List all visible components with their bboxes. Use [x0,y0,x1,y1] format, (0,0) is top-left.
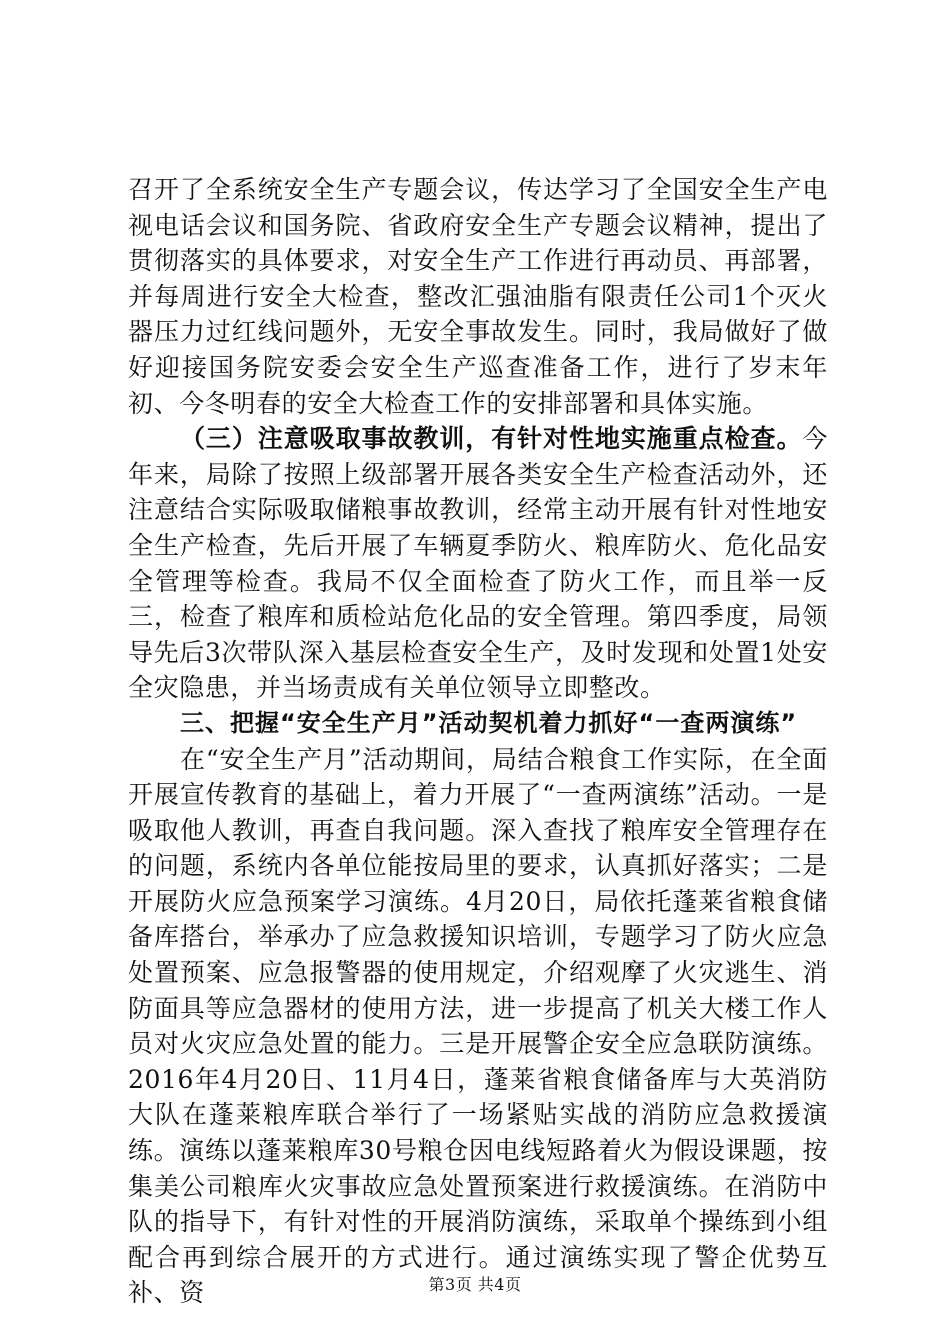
paragraph-section-three [128,421,828,706]
page-footer: 第3页 共4页 [428,1275,522,1294]
document-body [128,172,828,1311]
paragraph-continued [128,172,828,421]
paragraph-safety-month [128,742,828,1312]
paragraph-text: 召开了全系统安全生产专题会议，传达学习了全国安全生产电视电话会议和国务院、省政府安全生产专题会议精神，提出了贯彻落实的具体要求，对安全生产工作进行再动员、再部署，并每周进行安全大检查，整改汇强油脂有限责任公司1个灭火器压力过红线问题外，无安全事故发生。同时，我局做好了做好迎接国务院安委会安全生产巡查准备工作，进行了岁末年初、今冬明春的安全大检查工作的安排部署和具体实施。 [128,175,828,418]
section-heading: 三、把握“安全生产月”活动契机着力抓好“一查两演练” [180,708,798,737]
paragraph-text: 今年来，局除了按照上级部署开展各类安全生产检查活动外，还注意结合实际吸取储粮事故教训，经常主动开展有针对性地安全生产检查，先后开展了车辆夏季防火、粮库防火、危化品安全管理等检查。我局不仅全面检查了防火工作，而且举一反三，检查了粮库和质检站危化品的安全管理。第四季度，局领导先后3次带队深入基层检查安全生产，及时发现和处置1处安全灾隐患，并当场责成有关单位领导立即整改。 [128,424,828,703]
paragraph-text: 在“安全生产月”活动期间，局结合粮食工作实际，在全面开展宣传教育的基础上，着力开展了“一查两演练”活动。一是吸取他人教训，再查自我问题。深入查找了粮库安全管理存在的问题，系统内各单位能按局里的要求，认真抓好落实；二是开展防火应急预案学习演练。4月20日，局依托蓬莱省粮食储备库搭台，举承办了应急救援知识培训，专题学习了防火应急处置预案、应急报警器的使用规定，介绍观摩了火灾逃生、消防面具等应急器材的使用方法，进一步提高了机关大楼工作人员对火灾应急处置的能力。三是开展警企安全应急联防演练。2016年4月20日、11月4日，蓬莱省粮食储备库与大英消防大队在蓬莱粮库联合举行了一场紧贴实战的消防应急救援演练。演练以蓬莱粮库30号粮仓因电线短路着火为假设课题，按集美公司粮库火灾事故应急处置预案进行救援演练。在消防中队的指导下，有针对性的开展消防演练，采取单个操练到小组配合再到综合展开的方式进行。通过演练实现了警企优势互补、资 [128,744,828,1308]
paragraph-lead-heading: （三）注意吸取事故教训，有针对性地实施重点检查。 [180,424,803,454]
